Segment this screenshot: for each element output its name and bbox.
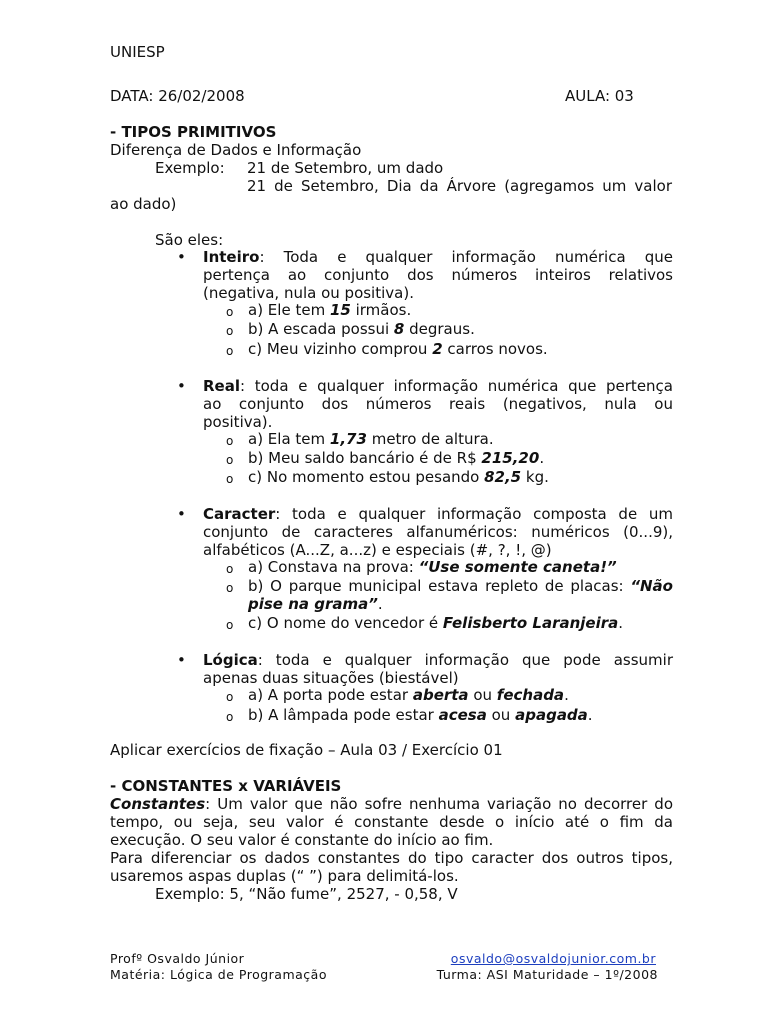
caracter-line3: alfabéticos (A...Z, a...z) e especiais (#, ?, !, @) (203, 541, 552, 559)
logica-line2: apenas duas situações (biestável) (203, 669, 459, 687)
constantes-example: Exemplo: 5, “Não fume”, 2527, - 0,58, V (155, 885, 458, 903)
caracter-line1: Caracter: toda e qualquer informação composta de um (203, 505, 673, 523)
real-example-a: a) Ela tem 1,73 metro de altura. (248, 430, 494, 448)
caracter-line2: conjunto de caracteres alfanuméricos: numéricos (0...9), (203, 523, 673, 541)
inteiro-example-a: a) Ele tem 15 irmãos. (248, 301, 412, 319)
real-line2: ao conjunto dos números reais (negativos, nula ou (203, 395, 673, 413)
example-1: 21 de Setembro, um dado (247, 159, 444, 177)
bullet-icon: • (177, 505, 186, 523)
constantes-line5: usaremos aspas duplas (“ ”) para delimitá-los. (110, 867, 459, 885)
real-line1: Real: toda e qualquer informação numérica que pertença (203, 377, 673, 395)
example-2-cont: ao dado) (110, 195, 177, 213)
caracter-example-c: c) O nome do vencedor é Felisberto Laranjeira. (248, 614, 624, 632)
constantes-line3: execução. O seu valor é constante do início ao fim. (110, 831, 494, 849)
bullet-icon: • (177, 377, 186, 395)
section-subtitle: Diferença de Dados e Informação (110, 141, 362, 159)
circle-bullet-icon: o (226, 710, 234, 724)
example-label: Exemplo: (155, 159, 225, 177)
lesson-date: DATA: 26/02/2008 (110, 87, 245, 105)
types-intro: São eles: (155, 231, 224, 249)
circle-bullet-icon: o (226, 618, 234, 632)
school-name: UNIESP (110, 43, 165, 61)
footer-professor: Profº Osvaldo Júnior (110, 951, 245, 966)
inteiro-line2: pertença ao conjunto dos números inteiros relativos (203, 266, 673, 284)
bullet-icon: • (177, 651, 186, 669)
circle-bullet-icon: o (226, 434, 234, 448)
inteiro-example-c: c) Meu vizinho comprou 2 carros novos. (248, 340, 548, 358)
logica-line1: Lógica: toda e qualquer informação que pode assumir (203, 651, 673, 669)
lesson-number: AULA: 03 (565, 87, 634, 105)
inteiro-example-b: b) A escada possui 8 degraus. (248, 320, 475, 338)
circle-bullet-icon: o (226, 305, 234, 319)
footer-subject: Matéria: Lógica de Programação (110, 967, 327, 982)
constantes-line1: Constantes: Um valor que não sofre nenhuma variação no decorrer do (110, 795, 673, 813)
section-title-constantes: - CONSTANTES x VARIÁVEIS (110, 777, 342, 795)
logica-example-a: a) A porta pode estar aberta ou fechada. (248, 686, 569, 704)
real-example-c: c) No momento estou pesando 82,5 kg. (248, 468, 549, 486)
circle-bullet-icon: o (226, 324, 234, 338)
circle-bullet-icon: o (226, 344, 234, 358)
real-example-b: b) Meu saldo bancário é de R$ 215,20. (248, 449, 545, 467)
section-title-tipos: - TIPOS PRIMITIVOS (110, 123, 277, 141)
circle-bullet-icon: o (226, 472, 234, 486)
caracter-example-a: a) Constava na prova: “Use somente caneta!” (248, 558, 617, 576)
caracter-example-b-cont: pise na grama”. (248, 595, 383, 613)
footer-class: Turma: ASI Maturidade – 1º/2008 (436, 967, 658, 982)
circle-bullet-icon: o (226, 562, 234, 576)
circle-bullet-icon: o (226, 581, 234, 595)
inteiro-line1: Inteiro: Toda e qualquer informação numérica que (203, 248, 673, 266)
circle-bullet-icon: o (226, 690, 234, 704)
exercise-note: Aplicar exercícios de fixação – Aula 03 / Exercício 01 (110, 741, 503, 759)
footer-email-link[interactable]: osvaldo@osvaldojunior.com.br (450, 951, 656, 966)
inteiro-line3: (negativa, nula ou positiva). (203, 284, 414, 302)
constantes-line2: tempo, ou seja, seu valor é constante desde o início até o fim da (110, 813, 673, 831)
logica-example-b: b) A lâmpada pode estar acesa ou apagada. (248, 706, 593, 724)
real-line3: positiva). (203, 413, 273, 431)
circle-bullet-icon: o (226, 453, 234, 467)
example-2: 21 de Setembro, Dia da Árvore (agregamos um valor (247, 177, 672, 195)
caracter-example-b: b) O parque municipal estava repleto de placas: “Não (248, 577, 673, 595)
bullet-icon: • (177, 248, 186, 266)
constantes-line4: Para diferenciar os dados constantes do tipo caracter dos outros tipos, (110, 849, 673, 867)
